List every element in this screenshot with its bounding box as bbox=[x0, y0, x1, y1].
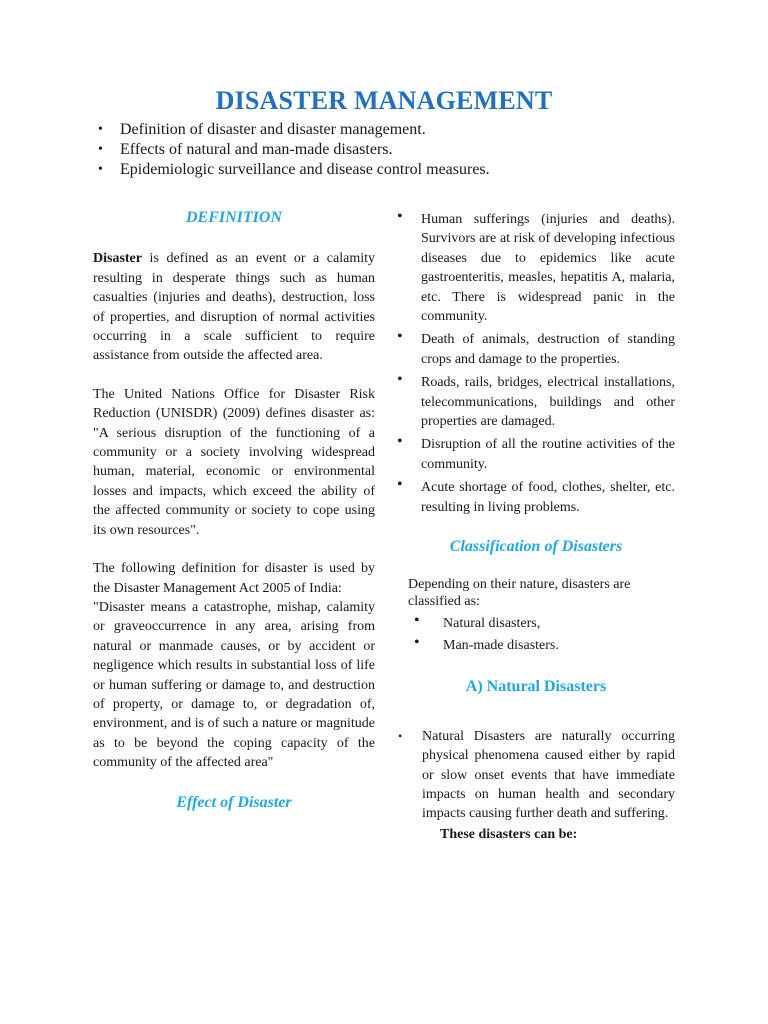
bullet-icon: • bbox=[397, 433, 403, 451]
classification-heading: Classification of Disasters bbox=[449, 538, 623, 556]
intro-bullet-item: • Definition of disaster and disaster management. bbox=[98, 121, 426, 138]
unisdr-paragraph: The United Nations Office for Disaster Risk Reduction (UNISDR) (2009) defines disaster as: "A serious disruption of the functioning of a community or a society involving widespread human, material, economic or environmental losses and impacts, which exceed the ability of the affected community or society to cope using its own resources". bbox=[93, 386, 375, 538]
intro-bullet-item: • Effects of natural and man-made disasters. bbox=[98, 141, 393, 158]
bullet-icon: • bbox=[398, 728, 403, 743]
effect-item: • Death of animals, destruction of standing crops and damage to the properties. bbox=[397, 328, 675, 367]
effect-item: • Roads, rails, bridges, electrical installations, telecommunications, buildings and other properties are damaged. bbox=[397, 371, 675, 430]
intro-bullet-item: • Epidemiologic surveillance and disease control measures. bbox=[98, 161, 490, 178]
classification-list bbox=[397, 611, 675, 656]
intro-bullet-list bbox=[93, 120, 693, 180]
classification-item: • Man-made disasters. bbox=[414, 633, 559, 653]
definition-heading: DEFINITION bbox=[185, 209, 282, 226]
bullet-icon: • bbox=[397, 476, 403, 494]
bullet-icon: • bbox=[397, 208, 403, 225]
bullet-icon: • bbox=[98, 162, 103, 177]
right-column bbox=[397, 210, 675, 844]
natural-list bbox=[397, 727, 675, 824]
bullet-icon: • bbox=[414, 611, 420, 629]
natural-disasters-heading: A) Natural Disasters bbox=[465, 678, 607, 696]
classification-intro: Depending on their nature, disasters are classified as: bbox=[408, 576, 631, 609]
effect-item: • Disruption of all the routine activities of the community. bbox=[397, 433, 675, 472]
act-quote-paragraph: "Disaster means a catastrophe, mishap, calamity or graveoccurrence in any area, arising from natural or manmade causes, or by accident or negligence which results in substantial loss of life or human suffering or damage to, and destruction of property, or damage to, or degradation of, environment, and is of such a nature or magnitude as to be beyond the coping capacity of the community of the affected area" bbox=[93, 599, 375, 771]
bullet-icon: • bbox=[397, 328, 403, 346]
bullet-icon: • bbox=[98, 122, 103, 137]
classification-item: • Natural disasters, bbox=[414, 611, 541, 631]
act-intro-paragraph: The following definition for disaster is used by the Disaster Management Act 2005 of India: bbox=[93, 561, 375, 596]
page-title: DISASTER MANAGEMENT bbox=[215, 86, 553, 115]
bullet-icon: • bbox=[98, 142, 103, 157]
left-column bbox=[93, 208, 375, 812]
effect-heading: Effect of Disaster bbox=[176, 793, 292, 811]
bullet-icon: • bbox=[414, 633, 420, 651]
disasters-can-be-subheading: These disasters can be: bbox=[440, 826, 578, 842]
effect-item: • Acute shortage of food, clothes, shelter, etc. resulting in living problems. bbox=[397, 476, 675, 515]
effect-item: • Human sufferings (injuries and deaths). Survivors are at risk of developing infectious diseases due to epidemics like acute gastroenteritis, measles, hepatitis A, malaria, etc. There is widespread panic in the community. bbox=[397, 208, 675, 325]
disaster-term: Disaster bbox=[93, 251, 142, 267]
effect-list bbox=[397, 210, 675, 517]
natural-item: • Natural Disasters are naturally occurring physical phenomena caused either by rapid or slow onset events that have immediate impacts on human health and secondary impacts causing further death and suffering. bbox=[398, 728, 675, 822]
definition-paragraph: Disaster is defined as an event or a calamity resulting in desperate things such as human casualties (injuries and deaths), destruction, loss of properties, and disruption of normal activities occurring in a scale sufficient to require assistance from outside the affected area. bbox=[93, 251, 375, 364]
bullet-icon: • bbox=[397, 371, 403, 389]
